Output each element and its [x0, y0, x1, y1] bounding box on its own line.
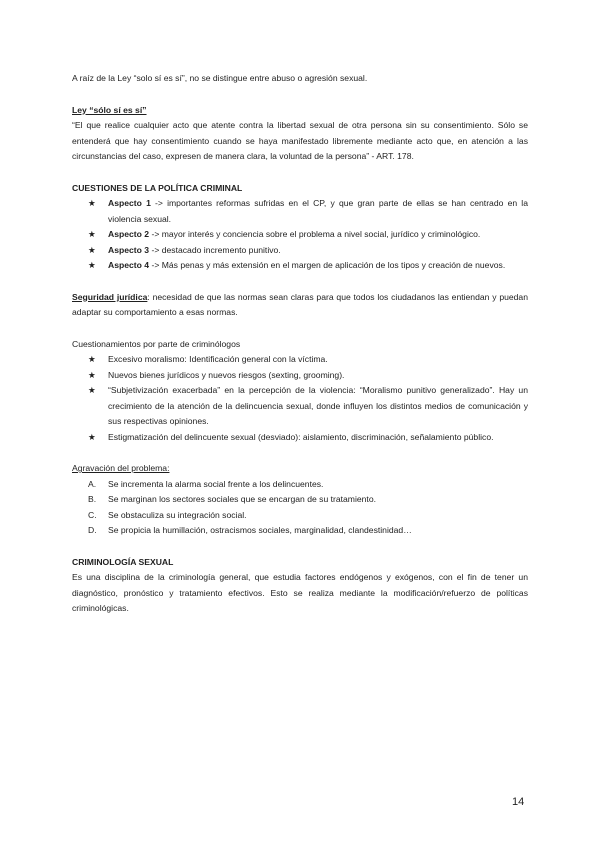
- item-text: Se propicia la humillación, ostracismos sociales, marginalidad, clandestinidad…: [108, 525, 412, 535]
- cuestionamientos-list: [72, 352, 528, 445]
- list-item: [72, 383, 528, 430]
- item-text: Se incrementa la alarma social frente a los delincuentes.: [108, 478, 324, 489]
- list-item: [72, 477, 528, 493]
- list-marker: A.: [88, 478, 97, 489]
- intro-paragraph: A raíz de la Ley “solo sí es sí”, no se distingue entre abuso o agresión sexual.: [72, 73, 368, 83]
- agravacion-heading: Agravación del problema:: [72, 463, 170, 473]
- item-text: “Subjetivización exacerbada” en la percepción de la violencia: “Moralismo punitivo generalizado”. Hay un crecimiento de la atención de la delincuencia sexual, donde influyen los distintos medios de comunicación y sus respectivas opiniones.: [108, 385, 528, 426]
- criminologia-heading: CRIMINOLOGÍA SEXUAL: [72, 556, 174, 567]
- list-item: [72, 430, 528, 446]
- aspect-text: -> Más penas y más extensión en el margen de aplicación de los tipos y creación de nuevos.: [149, 260, 506, 270]
- item-text: Estigmatización del delincuente sexual (desviado): aislamiento, discriminación, señalamiento público.: [108, 431, 494, 442]
- item-text: Se obstaculiza su integración social.: [108, 509, 247, 520]
- list-item: [72, 227, 528, 243]
- list-item: [72, 352, 528, 368]
- aspect-label: Aspecto 4: [108, 260, 150, 270]
- ley-heading: Ley “sólo sí es sí”: [72, 104, 147, 115]
- agravacion-list: [72, 477, 528, 539]
- seguridad-text: : necesidad de que las normas sean claras para que todos los ciudadanos las entiendan y puedan adaptar su comportamiento a esas normas.: [72, 291, 528, 317]
- aspect-text: -> importantes reformas sufridas en el CP, y que gran parte de ellas se han centrado en la violencia sexual.: [108, 198, 528, 224]
- star-icon: ★: [88, 431, 96, 442]
- star-icon: ★: [88, 244, 96, 255]
- star-icon: ★: [88, 385, 96, 395]
- list-item: [72, 243, 528, 259]
- aspect-label: Aspecto 2: [108, 229, 150, 239]
- item-text: Nuevos bienes jurídicos y nuevos riesgos (sexting, grooming).: [108, 369, 345, 380]
- seguridad-paragraph: [72, 290, 528, 321]
- seguridad-term: Seguridad jurídica: [72, 291, 148, 302]
- aspect-label: Aspecto 3: [108, 244, 150, 255]
- criminologia-paragraph: Es una disciplina de la criminología general, que estudia factores endógenos y exógenos, con el fin de tener un diagnóstico, pronóstico y tratamiento efectivos. Esto se realiza mediante la modificación/refuerzo de políticas criminológicas.: [72, 572, 528, 613]
- star-icon: ★: [88, 229, 96, 239]
- star-icon: ★: [88, 198, 96, 208]
- list-marker: C.: [88, 509, 97, 520]
- aspect-text: -> mayor interés y conciencia sobre el problema a nivel social, jurídico y criminológico.: [149, 229, 481, 239]
- politica-heading: CUESTIONES DE LA POLÍTICA CRIMINAL: [72, 182, 243, 193]
- star-icon: ★: [88, 369, 96, 380]
- list-item: [72, 508, 528, 524]
- document-page: [72, 71, 528, 617]
- star-icon: ★: [88, 354, 96, 364]
- list-item: [72, 492, 528, 508]
- politica-list: [72, 196, 528, 274]
- list-item: [72, 368, 528, 384]
- star-icon: ★: [88, 260, 96, 270]
- list-item: [72, 196, 528, 227]
- list-item: [72, 258, 528, 274]
- aspect-label: Aspecto 1: [108, 198, 151, 208]
- list-marker: B.: [88, 494, 97, 504]
- list-item: [72, 523, 528, 539]
- item-text: Se marginan los sectores sociales que se encargan de su tratamiento.: [108, 494, 376, 504]
- item-text: Excesivo moralismo: Identificación general con la víctima.: [108, 354, 328, 364]
- aspect-text: -> destacado incremento punitivo.: [149, 244, 281, 255]
- list-marker: D.: [88, 525, 97, 535]
- page-number: 14: [512, 796, 525, 808]
- cuestionamientos-heading: Cuestionamientos por parte de criminólogos: [72, 338, 241, 349]
- ley-paragraph: “El que realice cualquier acto que atente contra la libertad sexual de otra persona sin su consentimiento. Sólo se entenderá que hay consentimiento cuando se haya manifestado libremente mediante acto que, en atención a las circunstancias del caso, expresen de manera clara, la voluntad de la persona” - ART. 178.: [72, 120, 528, 161]
